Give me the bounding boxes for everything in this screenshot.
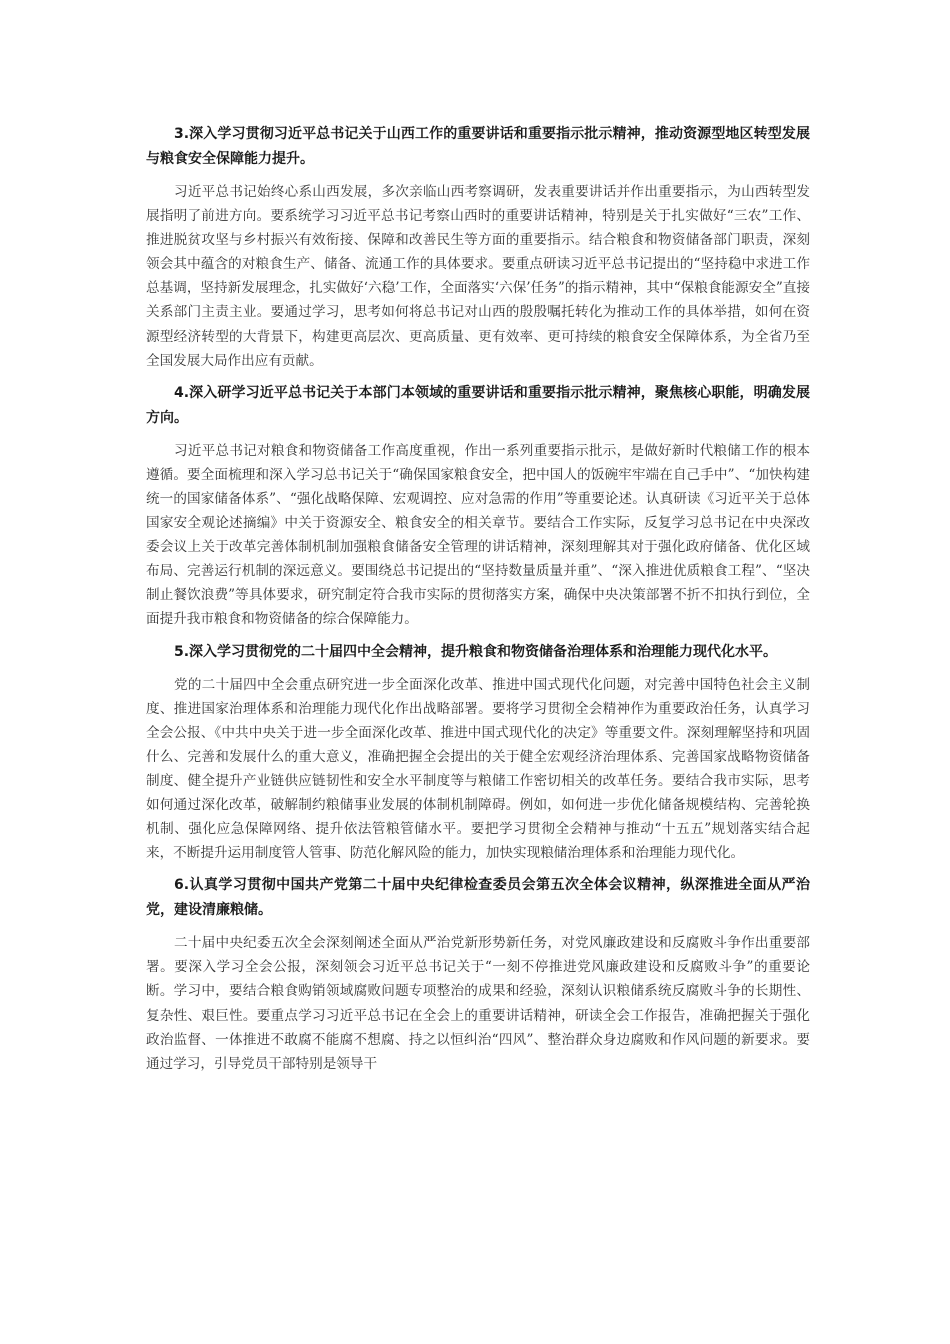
- section-heading: 6.认真学习贯彻中国共产党第二十届中央纪律检查委员会第五次全体会议精神，纵深推进全面从严治党，建设清廉粮储。: [146, 877, 810, 919]
- section-heading: 5.深入学习贯彻党的二十届四中全会精神，提升粮食和物资储备治理体系和治理能力现代化水平。: [174, 643, 778, 660]
- document-page: [146, 122, 810, 1084]
- section-body: 党的二十届四中全会重点研究进一步全面深化改革、推进中国式现代化问题，对完善中国特色社会主义制度、推进国家治理体系和治理能力现代化作出战略部署。要将学习贯彻全会精神作为重要政治任务，认真学习全会公报、《中共中央关于进一步全面深化改革、推进中国式现代化的决定》等重要文件。深刻理解坚持和巩固什么、完善和发展什么的重大意义，准确把握全会提出的关于健全宏观经济治理体系、完善国家战略物资储备制度、健全提升产业链供应链韧性和安全水平制度等与粮储工作密切相关的改革任务。要结合我市实际，思考如何通过深化改革，破解制约粮储事业发展的体制机制障碍。例如，如何进一步优化储备规模结构、完善轮换机制、强化应急保障网络、提升依法管粮管储水平。要把学习贯彻全会精神与推动“十五五”规划落实结合起来，不断提升运用制度管人管事、防范化解风险的能力，加快实现粮储治理体系和治理能力现代化。: [146, 676, 810, 862]
- section-heading: 4.深入研学习近平总书记关于本部门本领域的重要讲话和重要指示批示精神，聚焦核心职能，明确发展方向。: [146, 384, 810, 426]
- section-4: [146, 381, 810, 632]
- section-6: [146, 873, 810, 1076]
- section-3: [146, 122, 810, 373]
- section-5: [146, 640, 810, 866]
- section-body: 习近平总书记对粮食和物资储备工作高度重视，作出一系列重要指示批示，是做好新时代粮储工作的根本遵循。要全面梳理和深入学习总书记关于“确保国家粮食安全，把中国人的饭碗牢牢端在自己手中”、“加快构建统一的国家储备体系”、“强化战略保障、宏观调控、应对急需的作用”等重要论述。认真研读《习近平关于总体国家安全观论述摘编》中关于资源安全、粮食安全的相关章节。要结合工作实际，反复学习总书记在中央深改委会议上关于改革完善体制机制加强粮食储备安全管理的讲话精神，深刻理解其对于强化政府储备、优化区域布局、完善运行机制的深远意义。要围绕总书记提出的“坚持数量质量并重”、“深入推进优质粮食工程”、“坚决制止餐饮浪费”等具体要求，研究制定符合我市实际的贯彻落实方案，确保中央决策部署不折不扣执行到位，全面提升我市粮食和物资储备的综合保障能力。: [146, 442, 810, 628]
- section-body: 习近平总书记始终心系山西发展，多次亲临山西考察调研，发表重要讲话并作出重要指示，为山西转型发展指明了前进方向。要系统学习习近平总书记考察山西时的重要讲话精神，特别是关于扎实做好“三农”工作、推进脱贫攻坚与乡村振兴有效衔接、保障和改善民生等方面的重要指示。结合粮食和物资储备部门职责，深刻领会其中蕴含的对粮食生产、储备、流通工作的具体要求。要重点研读习近平总书记提出的“坚持稳中求进工作总基调，坚持新发展理念，扎实做好‘六稳’工作，全面落实‘六保’任务”的指示精神，其中“保粮食能源安全”直接关系部门主责主业。要通过学习，思考如何将总书记对山西的殷殷嘱托转化为推动工作的具体举措，如何在资源型经济转型的大背景下，构建更高层次、更高质量、更有效率、更可持续的粮食安全保障体系，为全省乃至全国发展大局作出应有贡献。: [146, 184, 810, 369]
- section-heading: 3.深入学习贯彻习近平总书记关于山西工作的重要讲话和重要指示批示精神，推动资源型地区转型发展与粮食安全保障能力提升。: [146, 126, 810, 167]
- section-body: 二十届中央纪委五次全会深刻阐述全面从严治党新形势新任务，对党风廉政建设和反腐败斗争作出重要部署。要深入学习全会公报，深刻领会习近平总书记关于“一刻不停推进党风廉政建设和反腐败斗争”的重要论断。学习中，要结合粮食购销领域腐败问题专项整治的成果和经验，深刻认识粮储系统反腐败斗争的长期性、复杂性、艰巨性。要重点学习习近平总书记在全会上的重要讲话精神，研读全会工作报告，准确把握关于强化政治监督、一体推进不敢腐不能腐不想腐、持之以恒纠治“四风”、整治群众身边腐败和作风问题的新要求。要通过学习，引导党员干部特别是领导干: [146, 935, 810, 1072]
